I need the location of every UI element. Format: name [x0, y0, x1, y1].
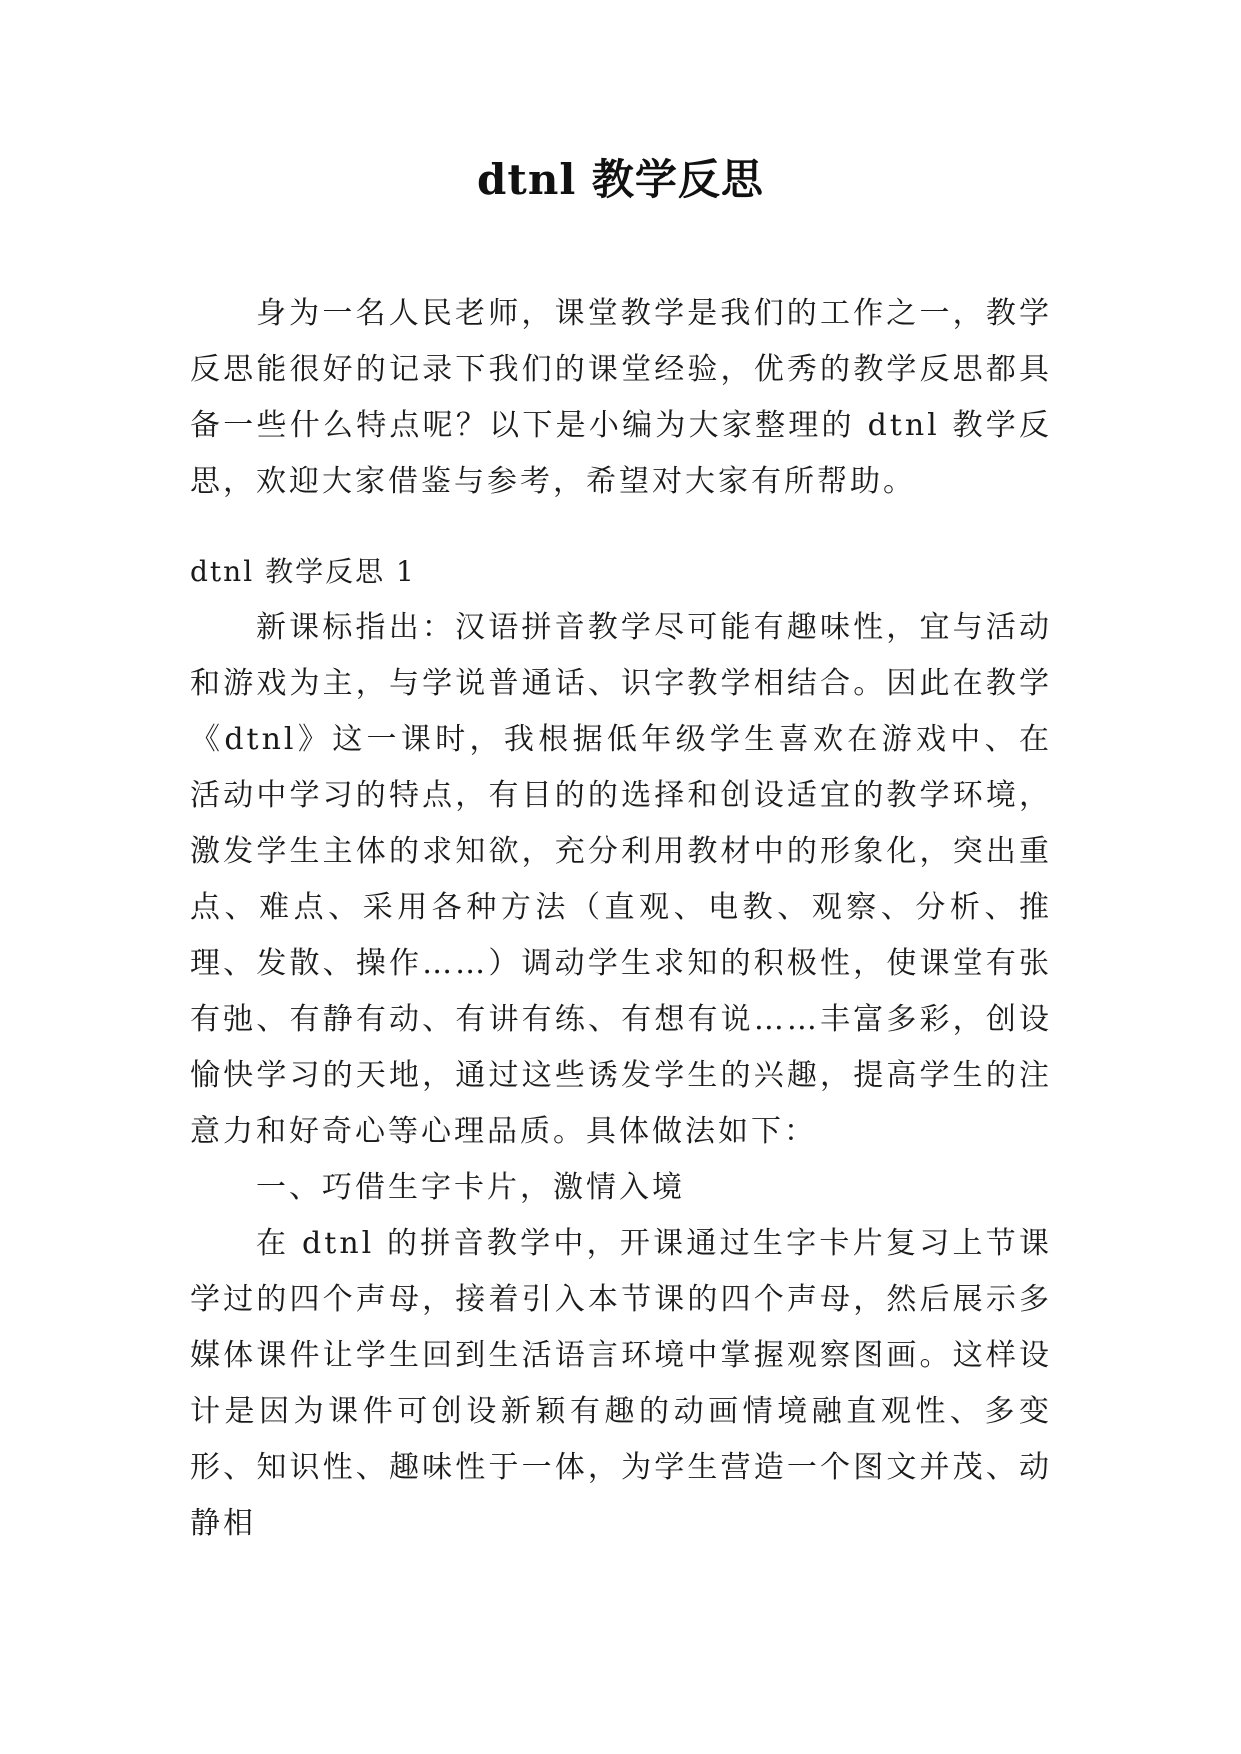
document-title: dtnl 教学反思 [477, 155, 764, 204]
section-paragraph-1: 新课标指出：汉语拼音教学尽可能有趣味性，宜与活动和游戏为主，与学说普通话、识字教学相结合。因此在教学《dtnl》这一课时，我根据低年级学生喜欢在游戏中、在活动中学习的特点，有目的的选择和创设适宜的教学环境，激发学生主体的求知欲，充分利用教材中的形象化，突出重点、难点、采用各种方法（直观、电教、观察、分析、推理、发散、操作……）调动学生求知的积极性，使课堂有张有弛、有静有动、有讲有练、有想有说……丰富多彩，创设愉快学习的天地，通过这些诱发学生的兴趣，提高学生的注意力和好奇心等心理品质。具体做法如下： [190, 610, 1052, 1149]
section-heading: dtnl 教学反思 1 [190, 555, 416, 588]
document-body [190, 286, 1052, 1552]
section-subheading: 一、巧借生字卡片，激情入境 [256, 1170, 685, 1205]
intro-paragraph: 身为一名人民老师，课堂教学是我们的工作之一，教学反思能很好的记录下我们的课堂经验，优秀的教学反思都具备一些什么特点呢？以下是小编为大家整理的 dtnl 教学反思，欢迎大家借鉴与参考，希望对大家有所帮助。 [190, 296, 1052, 499]
section-paragraph-2: 在 dtnl 的拼音教学中，开课通过生字卡片复习上节课学过的四个声母，接着引入本节课的四个声母，然后展示多媒体课件让学生回到生活语言环境中掌握观察图画。这样设计是因为课件可创设新颖有趣的动画情境融直观性、多变形、知识性、趣味性于一体，为学生营造一个图文并茂、动静相 [190, 1226, 1052, 1541]
